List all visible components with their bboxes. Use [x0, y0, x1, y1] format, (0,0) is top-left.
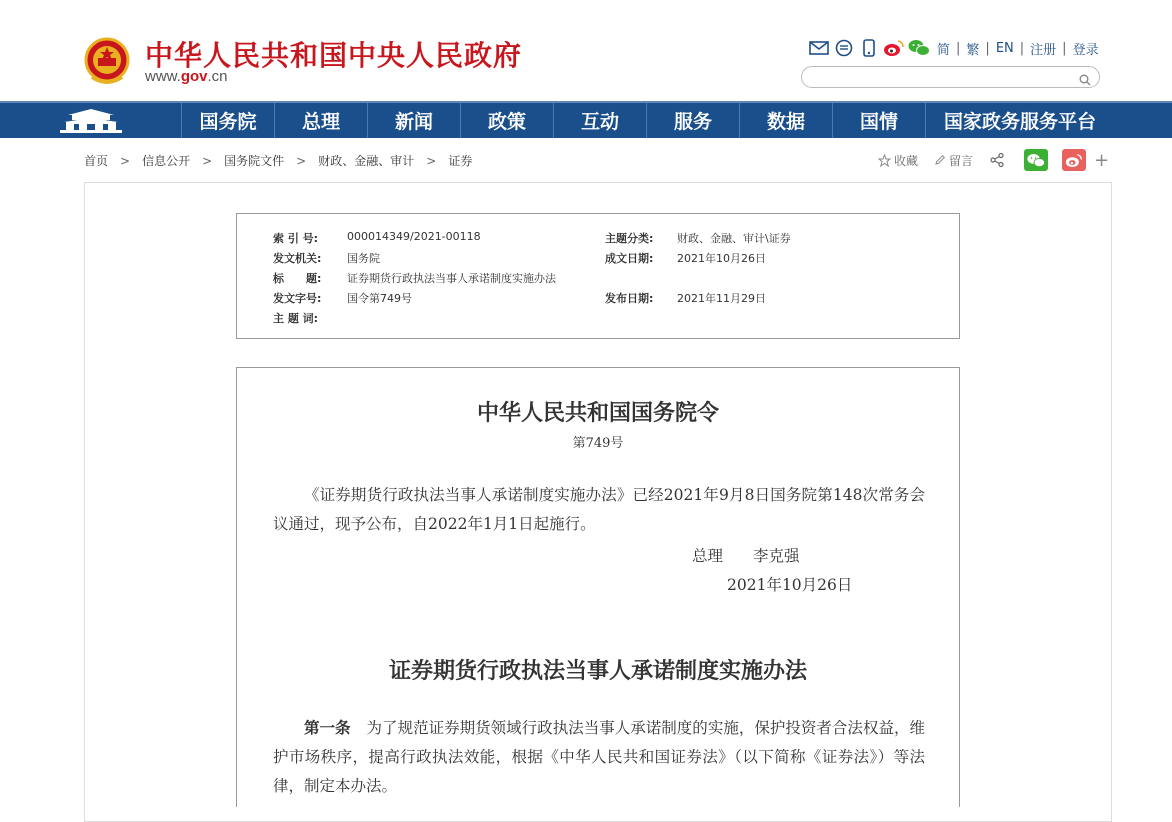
title-value: 证券期货行政执法当事人承诺制度实施办法	[347, 272, 556, 285]
law-title: 证券期货行政执法当事人承诺制度实施办法	[388, 658, 807, 684]
keywords-label: 主 题 词:	[273, 312, 319, 325]
signer	[692, 544, 800, 566]
article-1-label: 第一条	[304, 718, 351, 737]
signer-name: 李克强	[753, 547, 800, 565]
nav-services[interactable]: 服务	[647, 103, 740, 138]
mobile-icon[interactable]	[858, 38, 880, 58]
breadcrumb-state-council-docs[interactable]: 国务院文件	[224, 154, 285, 168]
star-icon	[878, 154, 891, 167]
created-value: 2021年10月26日	[677, 252, 766, 265]
nav-news[interactable]: 新闻	[368, 103, 461, 138]
simplified-link[interactable]: 简	[937, 42, 951, 58]
decree-number: 第749号	[572, 436, 624, 451]
breadcrumb-info-disclosure[interactable]: 信息公开	[142, 154, 191, 168]
email-icon[interactable]	[808, 38, 830, 58]
pencil-icon	[934, 154, 946, 166]
favorite-label: 收藏	[894, 153, 919, 168]
document-meta-table	[236, 213, 960, 339]
search-input[interactable]	[812, 68, 1082, 88]
published-label: 发布日期:	[605, 292, 654, 305]
meta-row-keywords	[237, 310, 959, 324]
document-body	[236, 367, 960, 807]
decree-title: 中华人民共和国国务院令	[476, 400, 719, 426]
search-box	[801, 66, 1100, 88]
signer-title: 总理	[692, 547, 724, 565]
chevron-right-icon: >	[426, 153, 437, 168]
plus-icon[interactable]: +	[1094, 149, 1110, 171]
message-button[interactable]	[934, 152, 973, 169]
site-url-suffix: .cn	[207, 68, 228, 85]
favorite-button[interactable]	[878, 152, 918, 169]
article-1	[273, 713, 925, 801]
issuer-value: 国务院	[347, 252, 380, 265]
meta-row-index	[237, 230, 959, 244]
breadcrumb-securities[interactable]: 证券	[448, 154, 473, 168]
created-label: 成文日期:	[605, 252, 654, 265]
message-label: 留言	[949, 153, 974, 168]
weibo-icon[interactable]	[883, 38, 905, 58]
search-icon[interactable]	[1079, 71, 1091, 90]
top-tools	[808, 38, 1099, 58]
lang-links: 简 | 繁 | EN | 注册 | 登录	[937, 40, 1099, 58]
share-bar	[878, 148, 1109, 172]
site-url-gov: gov	[180, 68, 208, 85]
nav-gov-service-platform[interactable]: 国家政务服务平台	[943, 111, 1096, 133]
site-title[interactable]: 中华人民共和国中央人民政府	[145, 39, 523, 72]
wechat-share-button[interactable]	[1024, 149, 1048, 171]
english-link[interactable]: EN	[995, 40, 1014, 56]
meta-row-issuer	[237, 250, 959, 264]
nav-state-council[interactable]: 国务院	[182, 103, 275, 138]
sign-date: 2021年10月26日	[727, 576, 853, 594]
share-icon[interactable]	[989, 152, 1008, 168]
doc-no-value: 国令第749号	[347, 292, 412, 305]
login-link[interactable]: 登录	[1072, 42, 1099, 58]
doc-no-label: 发文字号:	[273, 292, 322, 305]
nav-premier[interactable]: 总理	[275, 103, 368, 138]
site-url-prefix: www.	[145, 68, 181, 85]
topic-value: 财政、金融、审计\证券	[677, 232, 791, 245]
site-url	[145, 68, 228, 85]
index-no-label: 索 引 号:	[273, 232, 319, 245]
weibo-icon	[1065, 153, 1083, 168]
traditional-link[interactable]: 繁	[966, 42, 980, 58]
wechat-icon[interactable]	[908, 38, 930, 58]
index-no-value: 000014349/2021-00118	[347, 230, 481, 243]
main-nav	[0, 101, 1172, 138]
gate-icon[interactable]	[0, 103, 182, 138]
topic-label: 主题分类:	[605, 232, 654, 245]
weibo-share-button[interactable]	[1062, 149, 1086, 171]
chevron-right-icon: >	[120, 153, 131, 168]
breadcrumb-finance[interactable]: 财政、金融、审计	[318, 154, 415, 168]
meta-row-docno	[237, 290, 959, 304]
emblem-icon[interactable]	[84, 37, 130, 87]
chevron-right-icon: >	[202, 153, 213, 168]
breadcrumb-home[interactable]: 首页	[84, 154, 109, 168]
article-1-text: 为了规范证券期货领域行政执法当事人承诺制度的实施，保护投资者合法权益，维护市场秩序，提高行政执法效能，根据《中华人民共和国证券法》（以下简称《证券法》）等法律，制定本办法。	[273, 719, 925, 795]
nav-policy[interactable]: 政策	[461, 103, 554, 138]
breadcrumb	[84, 152, 472, 169]
nav-interaction[interactable]: 互动	[554, 103, 647, 138]
chevron-right-icon: >	[296, 153, 307, 168]
issuer-label: 发文机关:	[273, 252, 322, 265]
nav-national-info[interactable]: 国情	[833, 103, 926, 138]
wechat-icon	[1027, 153, 1045, 168]
published-value: 2021年11月29日	[677, 292, 766, 305]
site-header	[0, 0, 1172, 101]
nav-data[interactable]: 数据	[740, 103, 833, 138]
title-label: 标 题:	[273, 272, 322, 285]
decree-intro: 《证券期货行政执法当事人承诺制度实施办法》已经2021年9月8日国务院第148次常务会议通过，现予公布，自2022年1月1日起施行。	[273, 486, 925, 533]
meta-row-title	[237, 270, 959, 284]
register-link[interactable]: 注册	[1030, 42, 1057, 58]
chat-icon[interactable]	[833, 38, 855, 58]
